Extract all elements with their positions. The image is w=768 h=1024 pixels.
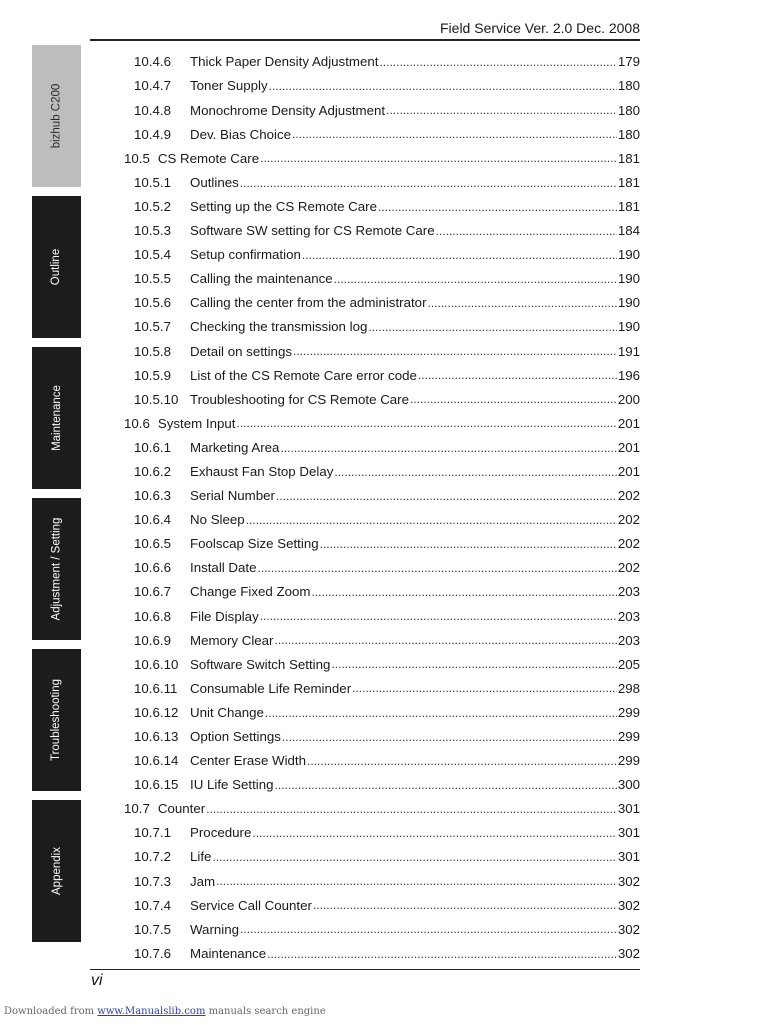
tab-adjustment-setting[interactable] bbox=[32, 498, 81, 640]
toc-entry[interactable] bbox=[124, 773, 640, 797]
tab-maintenance[interactable] bbox=[32, 347, 81, 489]
toc-entry-number: 10.6 bbox=[124, 415, 150, 431]
toc-dot-leader bbox=[436, 225, 617, 237]
toc-entry-number: 10.5.4 bbox=[134, 247, 171, 263]
toc-dot-leader bbox=[276, 490, 617, 502]
toc-entry-title: Counter bbox=[157, 801, 206, 817]
toc-entry[interactable] bbox=[124, 580, 640, 604]
toc-entry-page: 301 bbox=[617, 849, 640, 865]
toc-dot-leader bbox=[216, 875, 617, 887]
toc-entry-title: Detail on settings bbox=[190, 343, 292, 359]
toc-entry-number: 10.7 bbox=[124, 801, 150, 817]
toc-entry-number: 10.6.6 bbox=[134, 560, 171, 576]
toc-entry-page: 180 bbox=[617, 102, 640, 118]
tab-bizhub-c200[interactable] bbox=[32, 45, 81, 187]
toc-dot-leader bbox=[252, 827, 616, 839]
toc-dot-leader bbox=[237, 417, 617, 429]
toc-entry-title: System Input bbox=[157, 415, 236, 431]
toc-dot-leader bbox=[428, 297, 617, 309]
toc-entry-title: Exhaust Fan Stop Delay bbox=[190, 463, 334, 479]
toc-entry-page: 180 bbox=[617, 126, 640, 142]
toc-entry-number: 10.4.6 bbox=[134, 54, 171, 70]
toc-entry[interactable] bbox=[124, 893, 640, 917]
toc-entry[interactable] bbox=[124, 436, 640, 460]
toc-entry-page: 190 bbox=[617, 247, 640, 263]
toc-dot-leader bbox=[282, 731, 617, 743]
toc-entry[interactable] bbox=[124, 363, 640, 387]
toc-entry-title: Troubleshooting for CS Remote Care bbox=[190, 391, 410, 407]
toc-entry-number: 10.6.3 bbox=[134, 488, 171, 504]
toc-entry-page: 190 bbox=[617, 271, 640, 287]
toc-dot-leader bbox=[410, 393, 617, 405]
toc-dot-leader bbox=[265, 707, 617, 719]
toc-entry-page: 203 bbox=[617, 632, 640, 648]
toc-entry[interactable] bbox=[124, 291, 640, 315]
toc-entry-number: 10.5.8 bbox=[134, 343, 171, 359]
table-of-contents bbox=[124, 50, 640, 966]
toc-dot-leader bbox=[311, 586, 616, 598]
toc-entry-page: 298 bbox=[617, 680, 640, 696]
toc-entry-title: Checking the transmission log bbox=[190, 319, 368, 335]
toc-dot-leader bbox=[212, 851, 616, 863]
toc-entry-number: 10.4.7 bbox=[134, 78, 171, 94]
toc-entry-number: 10.5.10 bbox=[134, 391, 179, 407]
toc-entry[interactable] bbox=[124, 243, 640, 267]
tab-label: Adjustment / Setting bbox=[50, 517, 63, 621]
toc-entry-number: 10.6.5 bbox=[134, 536, 171, 552]
toc-entry-number: 10.7.2 bbox=[134, 849, 171, 865]
toc-entry[interactable] bbox=[124, 98, 640, 122]
toc-entry[interactable] bbox=[124, 725, 640, 749]
toc-dot-leader bbox=[258, 562, 617, 574]
toc-entry[interactable] bbox=[124, 701, 640, 725]
tab-label: Troubleshooting bbox=[50, 678, 63, 762]
toc-entry[interactable] bbox=[124, 941, 640, 965]
toc-entry[interactable] bbox=[124, 749, 640, 773]
toc-dot-leader bbox=[379, 56, 616, 68]
toc-entry-number: 10.6.9 bbox=[134, 632, 171, 648]
toc-entry-page: 190 bbox=[617, 319, 640, 335]
toc-entry-page: 300 bbox=[617, 777, 640, 793]
toc-dot-leader bbox=[418, 369, 617, 381]
toc-entry-title: List of the CS Remote Care error code bbox=[190, 367, 417, 383]
toc-dot-leader bbox=[240, 923, 617, 935]
toc-entry-title: Toner Supply bbox=[190, 78, 268, 94]
toc-entry-number: 10.6.13 bbox=[134, 729, 179, 745]
toc-entry-title: CS Remote Care bbox=[157, 150, 260, 166]
toc-entry-title: Maintenance bbox=[190, 945, 267, 961]
toc-entry-title: Software SW setting for CS Remote Care bbox=[190, 223, 435, 239]
toc-entry-number: 10.6.11 bbox=[134, 680, 178, 696]
toc-dot-leader bbox=[275, 779, 617, 791]
toc-entry[interactable] bbox=[124, 267, 640, 291]
toc-entry[interactable] bbox=[124, 170, 640, 194]
toc-entry-title: Install Date bbox=[190, 560, 257, 576]
toc-entry-title: Dev. Bias Choice bbox=[190, 126, 291, 142]
toc-entry-title: Unit Change bbox=[190, 704, 264, 720]
download-notice bbox=[4, 1006, 326, 1017]
toc-entry-page: 202 bbox=[617, 488, 640, 504]
toc-entry-number: 10.5 bbox=[124, 150, 150, 166]
toc-entry-title: Procedure bbox=[190, 825, 252, 841]
toc-dot-leader bbox=[206, 803, 617, 815]
toc-entry-page: 302 bbox=[617, 873, 640, 889]
toc-entry-page: 180 bbox=[617, 78, 640, 94]
toc-entry-number: 10.7.5 bbox=[134, 921, 171, 937]
tab-label: Outline bbox=[50, 248, 63, 286]
tab-label: Appendix bbox=[50, 847, 63, 895]
toc-entry[interactable] bbox=[124, 339, 640, 363]
toc-entry-number: 10.6.8 bbox=[134, 608, 171, 624]
toc-dot-leader bbox=[313, 899, 617, 911]
toc-entry-number: 10.5.2 bbox=[134, 198, 171, 214]
download-suffix: manuals search engine bbox=[208, 1006, 326, 1017]
toc-entry[interactable] bbox=[124, 195, 640, 219]
toc-entry-title: Warning bbox=[190, 921, 240, 937]
footer-divider bbox=[90, 969, 640, 970]
toc-entry[interactable] bbox=[124, 917, 640, 941]
toc-entry-number: 10.5.5 bbox=[134, 271, 171, 287]
toc-dot-leader bbox=[334, 273, 617, 285]
toc-entry[interactable] bbox=[124, 676, 640, 700]
toc-entry-number: 10.6.2 bbox=[134, 463, 171, 479]
toc-entry-number: 10.4.9 bbox=[134, 126, 171, 142]
toc-entry-title: Life bbox=[190, 849, 212, 865]
toc-entry-number: 10.5.9 bbox=[134, 367, 171, 383]
toc-entry-page: 202 bbox=[617, 560, 640, 576]
toc-entry[interactable] bbox=[124, 508, 640, 532]
toc-entry[interactable] bbox=[124, 556, 640, 580]
toc-entry[interactable] bbox=[124, 484, 640, 508]
toc-dot-leader bbox=[292, 128, 617, 140]
toc-section-entry[interactable] bbox=[124, 411, 640, 435]
toc-entry[interactable] bbox=[124, 74, 640, 98]
toc-entry-page: 179 bbox=[617, 54, 640, 70]
header-divider bbox=[90, 39, 640, 41]
toc-dot-leader bbox=[334, 466, 616, 478]
toc-entry-number: 10.6.4 bbox=[134, 512, 171, 528]
toc-dot-leader bbox=[280, 442, 616, 454]
toc-dot-leader bbox=[275, 634, 617, 646]
toc-entry-page: 190 bbox=[617, 295, 640, 311]
toc-entry-number: 10.7.3 bbox=[134, 873, 171, 889]
toc-entry-number: 10.7.1 bbox=[134, 825, 171, 841]
toc-entry-page: 203 bbox=[617, 608, 640, 624]
toc-dot-leader bbox=[368, 321, 616, 333]
download-prefix: Downloaded from bbox=[4, 1006, 95, 1017]
toc-dot-leader bbox=[386, 104, 617, 116]
toc-entry-page: 302 bbox=[617, 945, 640, 961]
toc-dot-leader bbox=[240, 177, 617, 189]
toc-entry-number: 10.4.8 bbox=[134, 102, 171, 118]
toc-entry-number: 10.6.7 bbox=[134, 584, 171, 600]
toc-entry-title: Foolscap Size Setting bbox=[190, 536, 319, 552]
toc-entry-page: 202 bbox=[617, 512, 640, 528]
page-number: vi bbox=[91, 972, 103, 989]
toc-entry-page: 200 bbox=[617, 391, 640, 407]
toc-entry-number: 10.5.3 bbox=[134, 223, 171, 239]
toc-entry-number: 10.6.12 bbox=[134, 704, 179, 720]
toc-dot-leader bbox=[302, 249, 617, 261]
toc-entry-number: 10.6.14 bbox=[134, 753, 179, 769]
toc-entry-page: 191 bbox=[617, 343, 640, 359]
toc-entry[interactable] bbox=[124, 387, 640, 411]
toc-entry[interactable] bbox=[124, 628, 640, 652]
toc-dot-leader bbox=[331, 658, 616, 670]
toc-entry-number: 10.7.4 bbox=[134, 897, 171, 913]
toc-entry-page: 302 bbox=[617, 897, 640, 913]
toc-entry-page: 299 bbox=[617, 753, 640, 769]
toc-entry-title: Change Fixed Zoom bbox=[190, 584, 311, 600]
toc-entry-page: 202 bbox=[617, 536, 640, 552]
toc-section-entry[interactable] bbox=[124, 146, 640, 170]
document-title: Field Service Ver. 2.0 Dec. 2008 bbox=[440, 20, 640, 36]
toc-dot-leader bbox=[267, 948, 617, 960]
toc-entry-title: Center Erase Width bbox=[190, 753, 307, 769]
toc-entry-title: Service Call Counter bbox=[190, 897, 312, 913]
toc-entry[interactable] bbox=[124, 315, 640, 339]
toc-entry-title: Calling the maintenance bbox=[190, 271, 333, 287]
toc-dot-leader bbox=[378, 201, 617, 213]
tab-outline[interactable] bbox=[32, 196, 81, 338]
tab-label: bizhub C200 bbox=[50, 83, 63, 149]
tab-appendix[interactable] bbox=[32, 800, 81, 942]
manualslib-link[interactable]: www.Manualslib.com bbox=[97, 1006, 206, 1017]
toc-entry-page: 196 bbox=[617, 367, 640, 383]
toc-entry-title: Thick Paper Density Adjustment bbox=[190, 54, 379, 70]
toc-entry-number: 10.6.10 bbox=[134, 656, 179, 672]
toc-entry[interactable] bbox=[124, 604, 640, 628]
toc-entry-page: 301 bbox=[617, 825, 640, 841]
toc-entry-number: 10.5.6 bbox=[134, 295, 171, 311]
tab-label: Maintenance bbox=[50, 385, 63, 451]
toc-entry-page: 181 bbox=[617, 150, 640, 166]
toc-entry-title: Serial Number bbox=[190, 488, 275, 504]
toc-entry[interactable] bbox=[124, 821, 640, 845]
toc-entry-page: 205 bbox=[617, 656, 640, 672]
toc-entry-number: 10.6.1 bbox=[134, 439, 171, 455]
toc-entry-title: Memory Clear bbox=[190, 632, 274, 648]
toc-dot-leader bbox=[307, 755, 617, 767]
toc-dot-leader bbox=[246, 514, 617, 526]
toc-entry-number: 10.5.1 bbox=[134, 174, 171, 190]
toc-entry-title: Consumable Life Reminder bbox=[190, 680, 352, 696]
toc-dot-leader bbox=[260, 610, 617, 622]
toc-entry-page: 184 bbox=[617, 223, 640, 239]
toc-entry-page: 301 bbox=[617, 801, 640, 817]
toc-entry-title: Software Switch Setting bbox=[190, 656, 331, 672]
toc-entry-title: Option Settings bbox=[190, 729, 281, 745]
toc-entry[interactable] bbox=[124, 532, 640, 556]
toc-entry-title: No Sleep bbox=[190, 512, 245, 528]
toc-entry-page: 201 bbox=[617, 439, 640, 455]
toc-dot-leader bbox=[320, 538, 617, 550]
toc-entry-page: 181 bbox=[617, 198, 640, 214]
toc-entry-page: 201 bbox=[617, 463, 640, 479]
toc-entry[interactable] bbox=[124, 219, 640, 243]
toc-entry-page: 302 bbox=[617, 921, 640, 937]
toc-section-entry[interactable] bbox=[124, 797, 640, 821]
toc-dot-leader bbox=[293, 345, 617, 357]
toc-entry-title: Setup confirmation bbox=[190, 247, 301, 263]
toc-entry[interactable] bbox=[124, 845, 640, 869]
toc-entry[interactable] bbox=[124, 50, 640, 74]
toc-entry-title: Setting up the CS Remote Care bbox=[190, 198, 377, 214]
toc-dot-leader bbox=[260, 152, 617, 164]
toc-entry-page: 299 bbox=[617, 729, 640, 745]
toc-entry[interactable] bbox=[124, 652, 640, 676]
toc-entry-title: Jam bbox=[190, 873, 216, 889]
toc-entry-number: 10.7.6 bbox=[134, 945, 171, 961]
tab-troubleshooting[interactable] bbox=[32, 649, 81, 791]
toc-entry-title: Calling the center from the administrator bbox=[190, 295, 427, 311]
toc-entry-page: 201 bbox=[617, 415, 640, 431]
toc-entry-page: 203 bbox=[617, 584, 640, 600]
toc-dot-leader bbox=[269, 80, 617, 92]
toc-entry-page: 299 bbox=[617, 704, 640, 720]
toc-entry-number: 10.6.15 bbox=[134, 777, 179, 793]
toc-entry-title: Monochrome Density Adjustment bbox=[190, 102, 386, 118]
toc-entry-title: File Display bbox=[190, 608, 259, 624]
toc-entry-title: Outlines bbox=[190, 174, 239, 190]
toc-entry[interactable] bbox=[124, 460, 640, 484]
toc-entry-title: IU Life Setting bbox=[190, 777, 274, 793]
toc-entry-title: Marketing Area bbox=[190, 439, 280, 455]
toc-entry-number: 10.5.7 bbox=[134, 319, 171, 335]
toc-entry[interactable] bbox=[124, 869, 640, 893]
toc-entry-page: 181 bbox=[617, 174, 640, 190]
toc-dot-leader bbox=[352, 682, 617, 694]
toc-entry[interactable] bbox=[124, 122, 640, 146]
